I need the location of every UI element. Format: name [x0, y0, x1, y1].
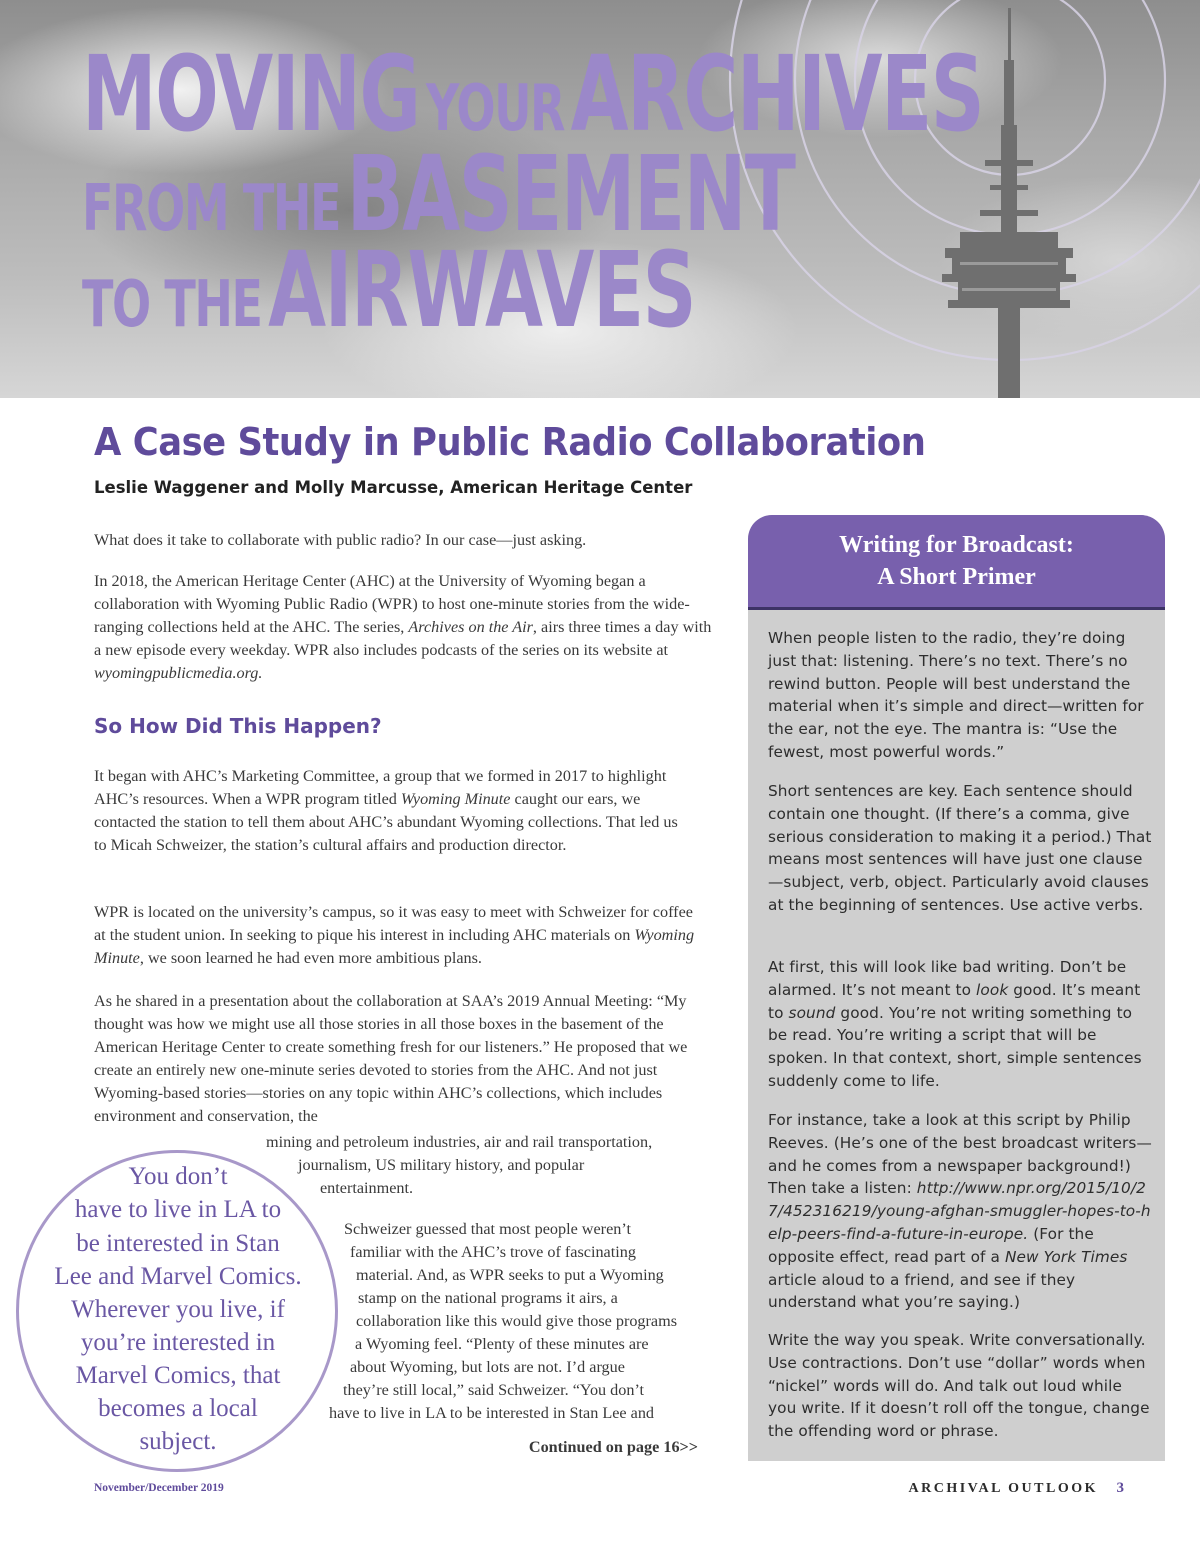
- npr-link[interactable]: http://www.npr.org/2015/10/27/452316219/young-afghan-smuggler-hopes-to-help-peers-find-a-future-in-europe.: [768, 1179, 1151, 1243]
- paragraph-proposal: As he shared in a presentation about the collaboration at SAA’s 2019 Annual Meeting: “My thought was how we might use all those stories in all those boxes in the basement of the American Heritage Center to create something fresh for our listeners.” He proposed that we create an entirely new one-minute series devoted to stories from the AHC. And not just Wyoming-based stories—stories on any topic within AHC’s collections, which includes environment and conservation, the: [94, 992, 688, 1125]
- pull-quote-line: you’re interested in: [80, 1329, 276, 1356]
- sidebar-primer: [748, 515, 1165, 1461]
- sidebar-paragraph: Short sentences are key. Each sentence should contain one thought. (If there’s a comma, give serious consideration to making it a period.) That means most sentences will have just one clause—subject, verb, object. Particularly avoid clauses at the beginning of sentences. Use active verbs.: [768, 782, 1152, 914]
- wrap-line: collaboration like this would give those programs: [356, 1312, 677, 1330]
- footer-page-number: 3: [1116, 1480, 1124, 1496]
- continued-link[interactable]: Continued on page 16>>: [528, 1438, 698, 1456]
- sidebar-title: Writing for Broadcast: A Short Primer: [839, 532, 1074, 590]
- wrap-line: have to live in LA to be interested in Stan Lee and: [329, 1404, 655, 1422]
- pull-quote-line: Marvel Comics, that: [75, 1362, 281, 1389]
- hero-banner: [0, 0, 1200, 398]
- paragraph-background: In 2018, the American Heritage Center (AHC) at the University of Wyoming began a collaboration with Wyoming Public Radio (WPR) to host one-minute stories from the wide-ranging collections held at the AHC. The series, Archives on the Air, airs three times a day with a new episode every weekday. WPR also includes podcasts of the series on its website at wyomingpublicmedia.org.: [94, 572, 712, 682]
- paragraph-intro: What does it take to collaborate with public radio? In our case—just asking.: [94, 531, 587, 549]
- wrap-line: about Wyoming, but lots are not. I’d argue: [350, 1358, 625, 1376]
- wrap-line: material. And, as WPR seeks to put a Wyoming: [356, 1266, 664, 1284]
- hero-title-line-2: FROM THE BASEMENT: [82, 133, 795, 255]
- sidebar-paragraph: For instance, take a look at this script by Philip Reeves. (He’s one of the best broadcast writers—and he comes from a newspaper background!) Then take a listen: http://www.npr.org/2015/10/27/452316219/young-afghan-smuggler-hopes-to-help-peers-find-a-future-in-europe. (For the opposite effect, read part of a New York Times article aloud to a friend, and see if they understand what you’re saying.): [768, 1111, 1152, 1312]
- pull-quote-line: becomes a local: [98, 1395, 258, 1422]
- wrap-line: they’re still local,” said Schweizer. “You don’t: [343, 1381, 645, 1399]
- footer-publication: ARCHIVAL OUTLOOK: [908, 1481, 1098, 1496]
- wrap-line: stamp on the national programs it airs, a: [358, 1289, 618, 1307]
- wrap-line: mining and petroleum industries, air and rail transportation,: [266, 1133, 653, 1151]
- footer-issue-date: November/December 2019: [94, 1482, 224, 1494]
- pull-quote-line: You don’t: [128, 1163, 228, 1190]
- sidebar-paragraph: When people listen to the radio, they’re doing just that: listening. There’s no text. There’s no rewind button. People will best understand the material when it’s simple and direct—written for the ear, not the eye. The mantra is: “Use the fewest, most powerful words.”: [768, 629, 1144, 761]
- hero-title: [82, 33, 1200, 351]
- pull-quote-line: subject.: [139, 1428, 217, 1455]
- section-heading: So How Did This Happen?: [94, 714, 382, 738]
- sidebar-paragraph: At first, this will look like bad writing. Don’t be alarmed. It’s not meant to look good. It’s meant to sound good. You’re not writing something to be read. You’re writing a script that will be spoken. In that context, short, simple sentences suddenly come to life.: [768, 958, 1142, 1090]
- hero-title-line-1: MOVING YOUR ARCHIVES: [82, 33, 984, 155]
- paragraph-origin: It began with AHC’s Marketing Committee, a group that we formed in 2017 to highlight AHC’s resources. When a WPR program titled Wyoming Minute caught our ears, we contacted the station to tell them about AHC’s abundant Wyoming collections. That led us to Micah Schweizer, the station’s cultural affairs and production director.: [94, 767, 678, 854]
- wrap-line: familiar with the AHC’s trove of fascinating: [350, 1243, 636, 1261]
- website-link[interactable]: wyomingpublicmedia.org.: [94, 664, 263, 682]
- hero-title-line-3: TO THE AIRWAVES: [82, 229, 696, 351]
- pull-quote-line: Lee and Marvel Comics.: [54, 1263, 302, 1290]
- article-title: A Case Study in Public Radio Collaboration: [94, 420, 926, 464]
- wrap-line: journalism, US military history, and popular: [298, 1156, 585, 1174]
- wrap-line: Schweizer guessed that most people weren’t: [344, 1220, 631, 1238]
- pull-quote-line: be interested in Stan: [76, 1230, 280, 1257]
- paragraph-meeting: WPR is located on the university’s campus, so it was easy to meet with Schweizer for coffee at the student union. In seeking to pique his interest in including AHC materials on Wyoming Minute, we soon learned he had even more ambitious plans.: [94, 903, 695, 967]
- article-authors: Leslie Waggener and Molly Marcusse, American Heritage Center: [94, 478, 693, 497]
- sidebar-header: [748, 515, 1165, 610]
- sidebar-paragraph: Write the way you speak. Write conversationally. Use contractions. Don’t use “dollar” words when “nickel” words will do. And talk out loud while you write. If it doesn’t roll off the tongue, change the offending word or phrase.: [768, 1331, 1150, 1441]
- series-name: Archives on the Air: [408, 618, 533, 636]
- pull-quote-line: Wherever you live, if: [71, 1296, 285, 1323]
- wrap-line: entertainment.: [320, 1179, 414, 1197]
- pull-quote-line: have to live in LA to: [74, 1196, 282, 1223]
- wrap-line: a Wyoming feel. “Plenty of these minutes are: [355, 1335, 649, 1353]
